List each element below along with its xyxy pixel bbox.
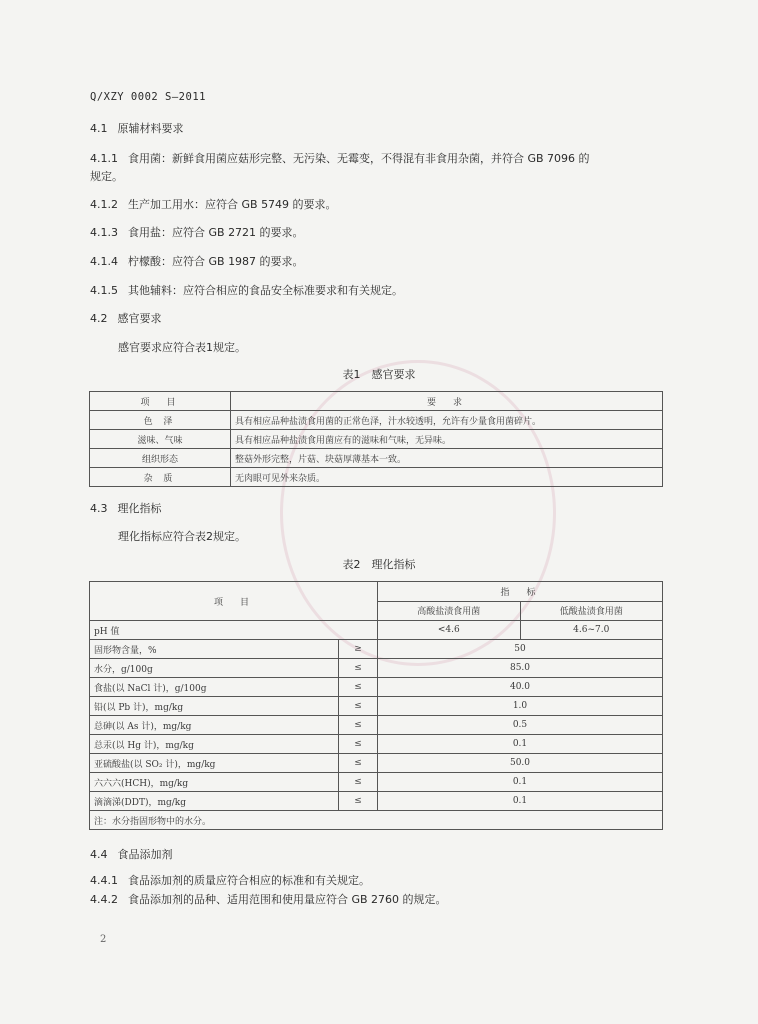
table-row: 总汞(以 Hg 计)，mg/kg ≤ 0.1 (90, 735, 663, 754)
sensory-table (89, 391, 663, 487)
section-4-1-1: 4.1.1 食用菌：新鲜食用菌应菇形完整、无污染、无霉变，不得混有非食用杂菌，并符合 GB 7096 的 规定。 (90, 152, 590, 183)
table-row: 亚硫酸盐(以 SO₂ 计)，mg/kg ≤ 50.0 (90, 754, 663, 773)
table-row: 杂 质 无肉眼可见外来杂质。 (90, 468, 663, 487)
table-row: 滴滴涕(DDT)，mg/kg ≤ 0.1 (90, 792, 663, 811)
section-4-1-3: 4.1.3 食用盐：应符合 GB 2721 的要求。 (90, 226, 304, 239)
section-4-2: 4.2 感官要求 (90, 312, 162, 325)
table-row: 六六六(HCH)，mg/kg ≤ 0.1 (90, 773, 663, 792)
table-row: 滋味、气味 具有相应品种盐渍食用菌应有的滋味和气味，无异味。 (90, 430, 663, 449)
table-row: 色 泽 具有相应品种盐渍食用菌的正常色泽，汁水较透明，允许有少量食用菌碎片。 (90, 411, 663, 430)
section-4-4-1: 4.4.1 食品添加剂的质量应符合相应的标准和有关规定。 (90, 874, 370, 887)
section-4-3: 4.3 理化指标 (90, 502, 162, 515)
table-row: 水分，g/100g ≤ 85.0 (90, 659, 663, 678)
section-4-3-text: 理化指标应符合表2规定。 (118, 530, 246, 543)
section-4-2-text: 感官要求应符合表1规定。 (118, 341, 246, 354)
table-row: 总砷(以 As 计)，mg/kg ≤ 0.5 (90, 716, 663, 735)
section-4-1-4: 4.1.4 柠檬酸：应符合 GB 1987 的要求。 (90, 255, 304, 268)
table2-caption: 表2 理化指标 (342, 558, 416, 571)
table-row: 固形物含量，% ≥ 50 (90, 640, 663, 659)
table-row: 组织形态 整菇外形完整，片菇、块菇厚薄基本一致。 (90, 449, 663, 468)
page-number: 2 (100, 934, 107, 945)
table-row: 食盐(以 NaCl 计)，g/100g ≤ 40.0 (90, 678, 663, 697)
table-header-row: 高酸盐渍食用菌 低酸盐渍食用菌 (90, 601, 663, 621)
section-4-4-2: 4.4.2 食品添加剂的品种、适用范围和使用量应符合 GB 2760 的规定。 (90, 893, 447, 906)
table-row: 铅(以 Pb 计)，mg/kg ≤ 1.0 (90, 697, 663, 716)
standard-number: Q/XZY 0002 S—2011 (90, 91, 206, 103)
table1-caption: 表1 感官要求 (342, 368, 416, 381)
section-4-1-2: 4.1.2 生产加工用水：应符合 GB 5749 的要求。 (90, 198, 337, 211)
table-row: pH 值 <4.6 4.6~7.0 (90, 621, 663, 640)
physicochemical-table (89, 581, 663, 830)
section-4-1: 4.1 原辅材料要求 (90, 122, 184, 135)
table-header-row: 项 目 要 求 (90, 392, 663, 411)
section-4-1-5: 4.1.5 其他辅料：应符合相应的食品安全标准要求和有关规定。 (90, 284, 403, 297)
table-header-row: 项 目 指 标 (90, 582, 663, 602)
table-note-row: 注：水分指固形物中的水分。 (90, 811, 663, 830)
section-4-4: 4.4 食品添加剂 (90, 848, 173, 861)
